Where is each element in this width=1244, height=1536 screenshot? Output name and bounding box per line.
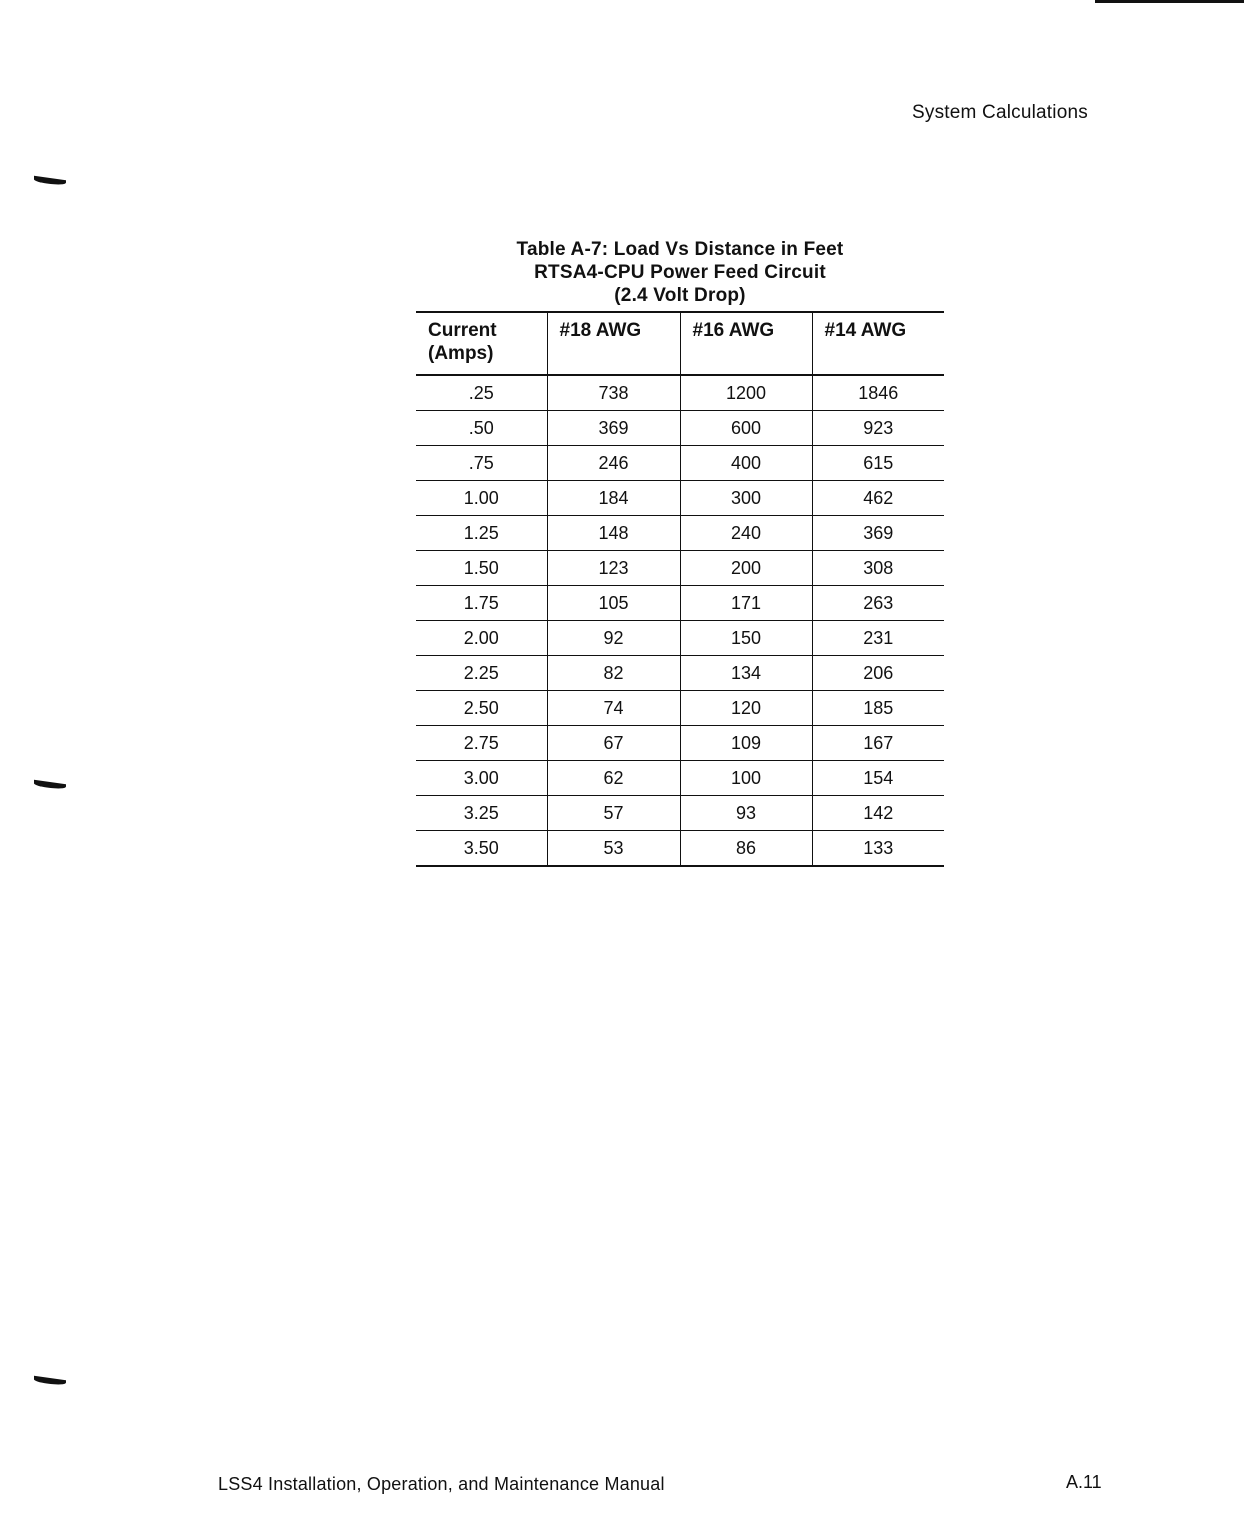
- cell-awg18: 123: [547, 551, 680, 586]
- table-row: [416, 726, 944, 761]
- cell-awg16: 100: [680, 761, 812, 796]
- cell-awg14: 154: [812, 761, 944, 796]
- cell-awg14: 142: [812, 796, 944, 831]
- cell-awg18: 57: [547, 796, 680, 831]
- cell-awg18: 74: [547, 691, 680, 726]
- top-edge-rule: [1095, 0, 1244, 3]
- cell-current: .50: [416, 411, 547, 446]
- cell-awg18: 148: [547, 516, 680, 551]
- cell-current: 1.75: [416, 586, 547, 621]
- cell-awg18: 184: [547, 481, 680, 516]
- column-header-awg18: #18 AWG: [547, 313, 680, 375]
- cell-awg14: 206: [812, 656, 944, 691]
- cell-awg16: 300: [680, 481, 812, 516]
- table-row: [416, 621, 944, 656]
- cell-awg16: 86: [680, 831, 812, 867]
- table-body: [416, 375, 944, 866]
- table-header-row: [416, 313, 944, 375]
- binder-hole-mark: [34, 780, 66, 790]
- table-row: [416, 411, 944, 446]
- cell-awg16: 109: [680, 726, 812, 761]
- column-header-awg14: #14 AWG: [812, 313, 944, 375]
- cell-current: 3.25: [416, 796, 547, 831]
- cell-current: 1.00: [416, 481, 547, 516]
- cell-awg14: 185: [812, 691, 944, 726]
- cell-current: .75: [416, 446, 547, 481]
- column-header-current: Current (Amps): [416, 313, 547, 375]
- cell-awg18: 62: [547, 761, 680, 796]
- cell-current: .25: [416, 375, 547, 411]
- cell-current: 1.50: [416, 551, 547, 586]
- cell-awg18: 82: [547, 656, 680, 691]
- cell-awg14: 263: [812, 586, 944, 621]
- table-row: [416, 761, 944, 796]
- cell-awg14: 133: [812, 831, 944, 867]
- caption-line: (2.4 Volt Drop): [614, 285, 746, 306]
- cell-awg14: 308: [812, 551, 944, 586]
- cell-awg16: 240: [680, 516, 812, 551]
- cell-awg14: 923: [812, 411, 944, 446]
- table-row: [416, 481, 944, 516]
- cell-awg18: 369: [547, 411, 680, 446]
- running-header: System Calculations: [912, 102, 1088, 123]
- footer-page-number: A.11: [1066, 1472, 1102, 1492]
- cell-awg14: 167: [812, 726, 944, 761]
- cell-current: 2.75: [416, 726, 547, 761]
- cell-awg14: 615: [812, 446, 944, 481]
- table-row: [416, 446, 944, 481]
- table-row: [416, 375, 944, 411]
- cell-awg18: 67: [547, 726, 680, 761]
- load-distance-table-block: [416, 238, 944, 867]
- cell-awg18: 105: [547, 586, 680, 621]
- table-row: [416, 656, 944, 691]
- cell-awg16: 1200: [680, 375, 812, 411]
- cell-current: 1.25: [416, 516, 547, 551]
- caption-line: RTSA4-CPU Power Feed Circuit: [534, 262, 826, 283]
- cell-awg16: 120: [680, 691, 812, 726]
- cell-awg18: 92: [547, 621, 680, 656]
- cell-awg14: 369: [812, 516, 944, 551]
- table-row: [416, 516, 944, 551]
- load-distance-table: [416, 313, 944, 867]
- table-row: [416, 691, 944, 726]
- cell-awg16: 134: [680, 656, 812, 691]
- cell-awg16: 600: [680, 411, 812, 446]
- table-caption: [416, 238, 944, 313]
- table-row: [416, 586, 944, 621]
- cell-awg16: 150: [680, 621, 812, 656]
- footer-manual-title: LSS4 Installation, Operation, and Maintenance Manual: [218, 1474, 665, 1494]
- cell-awg18: 53: [547, 831, 680, 867]
- cell-awg14: 462: [812, 481, 944, 516]
- cell-current: 2.50: [416, 691, 547, 726]
- cell-awg14: 231: [812, 621, 944, 656]
- cell-awg16: 93: [680, 796, 812, 831]
- cell-awg16: 200: [680, 551, 812, 586]
- cell-awg16: 171: [680, 586, 812, 621]
- caption-line: Table A-7: Load Vs Distance in Feet: [516, 239, 844, 260]
- column-header-awg16: #16 AWG: [680, 313, 812, 375]
- table-row: [416, 551, 944, 586]
- cell-current: 3.00: [416, 761, 547, 796]
- binder-hole-mark: [34, 176, 66, 186]
- cell-awg16: 400: [680, 446, 812, 481]
- binder-hole-mark: [34, 1376, 66, 1386]
- cell-current: 2.00: [416, 621, 547, 656]
- cell-awg14: 1846: [812, 375, 944, 411]
- table-row: [416, 831, 944, 867]
- cell-awg18: 246: [547, 446, 680, 481]
- cell-current: 3.50: [416, 831, 547, 867]
- table-row: [416, 796, 944, 831]
- cell-awg18: 738: [547, 375, 680, 411]
- cell-current: 2.25: [416, 656, 547, 691]
